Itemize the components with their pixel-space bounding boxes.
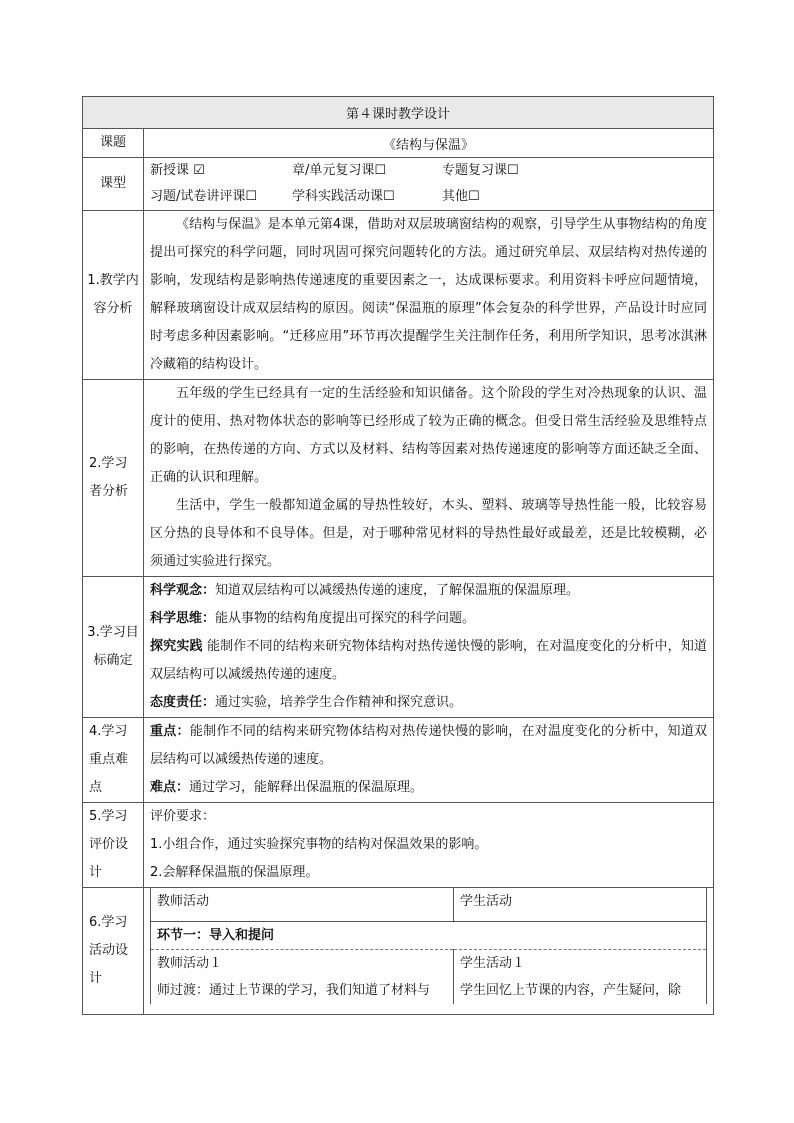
objective-concept: 科学观念：知道双层结构可以减缓热传递的速度，了解保温瓶的保温原理。 bbox=[150, 583, 580, 598]
evaluation-line-3: 2.会解释保温瓶的保温原理。 bbox=[150, 865, 319, 880]
objectives-label: 3.学习目标确定 bbox=[83, 577, 144, 718]
lesson-type-exercise: 习题/试卷讲评课☐ bbox=[150, 189, 258, 204]
learner-analysis-label: 2.学习者分析 bbox=[83, 380, 144, 577]
activities-label: 6.学习活动设计 bbox=[83, 888, 144, 1015]
lesson-type-practice: 学科实践活动课☐ bbox=[292, 189, 395, 204]
key-points-label: 4.学习重点难点 bbox=[83, 718, 144, 803]
activities-row bbox=[83, 888, 714, 1015]
topic-value: 《结构与保温》 bbox=[144, 129, 714, 158]
lesson-type-line-2 bbox=[150, 184, 707, 210]
lesson-type-unit-review: 章/单元复习课☐ bbox=[292, 163, 387, 178]
student-activity-header: 学生活动 bbox=[454, 888, 707, 922]
evaluation-row bbox=[83, 803, 714, 888]
evaluation-line-2: 1.小组合作，通过实验探究事物的结构对保温效果的影响。 bbox=[150, 837, 488, 852]
content-analysis-label: 1.教学内容分析 bbox=[83, 211, 144, 380]
content-analysis-row bbox=[83, 211, 714, 380]
learner-analysis-paragraph-2: 生活中，学生一般都知道金属的导热性较好，木头、塑料、玻璃等导热性能一般，比较容易区分热的良导体和不良导体。但是，对于哪种常见材料的导热性最好或最差，还是比较模糊，必须通过实验进行探究。 bbox=[150, 498, 708, 569]
objective-attitude: 态度责任：通过实验，培养学生合作精神和探究意识。 bbox=[150, 695, 463, 710]
key-point-difficulty: 难点：通过学习，能解释出保温瓶的保温原理。 bbox=[150, 780, 424, 795]
topic-label: 课题 bbox=[83, 129, 144, 158]
lesson-type-row bbox=[83, 158, 714, 211]
lesson-type-other: 其他☐ bbox=[442, 189, 480, 204]
evaluation-label: 5.学习评价设计 bbox=[83, 803, 144, 888]
lesson-type-topic-review: 专题复习课☐ bbox=[442, 163, 519, 178]
objective-practice: 探究实践 能制作不同的结构来研究物体结构对热传递快慢的影响，在对温度变化的分析中，知道双层结构可以减缓热传递的速度。 bbox=[150, 639, 707, 682]
lesson-plan-table bbox=[82, 96, 714, 1015]
learner-analysis-row bbox=[83, 380, 714, 577]
lesson-type-new: 新授课 ☑ bbox=[150, 163, 205, 178]
activities-table bbox=[150, 888, 707, 1004]
student-activity-1-title: 学生活动１ bbox=[460, 956, 526, 971]
key-point-focus: 重点：能制作不同的结构来研究物体结构对热传递快慢的影响，在对温度变化的分析中，知道双层结构可以减缓热传递的速度。 bbox=[150, 724, 707, 767]
lesson-type-line-1 bbox=[150, 158, 707, 184]
learner-analysis-paragraph-1: 五年级的学生已经具有一定的生活经验和知识储备。这个阶段的学生对冷热现象的认识、温度计的使用、热对物体状态的影响等已经形成了较为正确的概念。但受日常生活经验及思维特点的影响，在热传递的方向、方式以及材料、结构等因素对热传递速度的影响等方面还缺乏全面、正确的认识和理解。 bbox=[150, 386, 708, 485]
teacher-activity-1-title: 教师活动１ bbox=[157, 956, 223, 971]
student-activity-1-text: 学生回忆上节课的内容，产生疑问，除 bbox=[460, 983, 682, 998]
objective-thinking: 科学思维：能从事物的结构角度提出可探究的科学问题。 bbox=[150, 611, 476, 626]
objectives-row bbox=[83, 577, 714, 718]
content-analysis-text: 《结构与保温》是本单元第4课，借助对双层玻璃窗结构的观察，引导学生从事物结构的角度提出可探究的科学问题，同时巩固可探究问题转化的方法。通过研究单层、双层结构对热传递的影响，发现结构是影响热传递速度的重要因素之一，达成课标要求。利用资料卡呼应问题情境，解释玻璃窗设计成双层结构的原因。阅读“保温瓶的原理”体会复杂的科学世界，产品设计时应同时考虑多种因素影响。“迁移应用”环节再次提醒学生关注制作任务，利用所学知识，思考冰淇淋冷藏箱的结构设计。 bbox=[150, 217, 708, 372]
page-title: 第４课时教学设计 bbox=[83, 97, 714, 129]
title-row bbox=[83, 97, 714, 129]
teacher-activity-header: 教师活动 bbox=[151, 888, 454, 922]
lesson-type-label: 课型 bbox=[83, 158, 144, 211]
stage-1-heading: 环节一：导入和提问 bbox=[151, 922, 707, 950]
topic-row bbox=[83, 129, 714, 158]
key-points-row bbox=[83, 718, 714, 803]
teacher-activity-1-text: 师过渡：通过上节课的学习，我们知道了材料与 bbox=[157, 983, 431, 998]
lesson-plan-document bbox=[82, 96, 713, 1015]
evaluation-line-1: 评价要求： bbox=[150, 809, 216, 824]
